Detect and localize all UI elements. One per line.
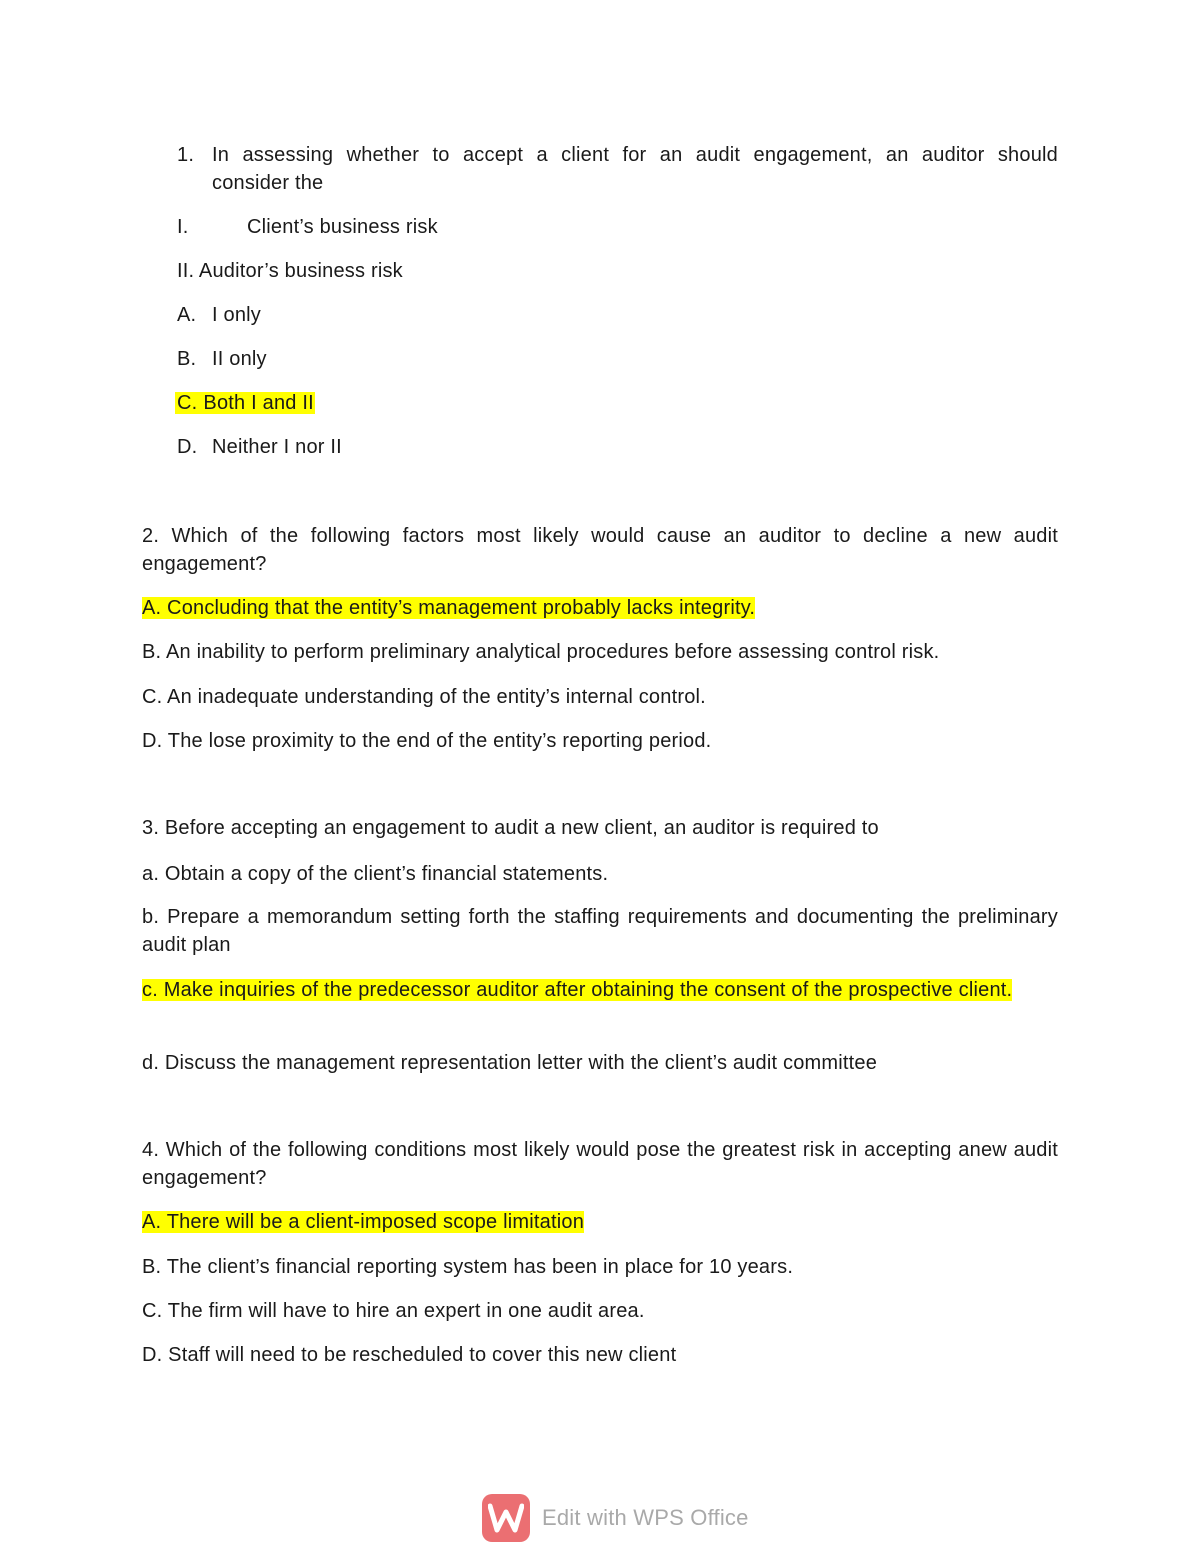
- q4-option-d: D. Staff will need to be rescheduled to cover this new client: [142, 1344, 677, 1366]
- q1-option-a-letter: A.: [177, 304, 197, 326]
- q2-option-b: B. An inability to perform preliminary analytical procedures before assessing control risk.: [142, 641, 940, 663]
- q2-stem: 2. Which of the following factors most likely would cause an auditor to decline a new audit engagement?: [142, 525, 1058, 575]
- q3-stem: 3. Before accepting an engagement to audit a new client, an auditor is required to: [142, 817, 879, 839]
- q1-option-b-text: II only: [212, 348, 267, 370]
- q3-option-b: b. Prepare a memorandum setting forth the staffing requirements and documenting the preliminary audit plan: [142, 906, 1058, 956]
- q1-option-c-highlighted: [175, 389, 315, 417]
- wps-edit-badge[interactable]: [482, 1494, 749, 1542]
- wps-edit-label: Edit with WPS Office: [542, 1505, 749, 1530]
- q1-item2: II. Auditor’s business risk: [177, 260, 403, 282]
- q3-option-c-highlighted: c. Make inquiries of the predecessor auditor after obtaining the consent of the prospective client.: [142, 979, 1013, 1001]
- q2-option-c: C. An inadequate understanding of the entity’s internal control.: [142, 686, 706, 708]
- q4-option-c: C. The firm will have to hire an expert in one audit area.: [142, 1300, 645, 1322]
- q3-option-d: d. Discuss the management representation letter with the client’s audit committee: [142, 1052, 878, 1074]
- q4-option-a-highlighted: A. There will be a client-imposed scope limitation: [142, 1211, 585, 1233]
- q1-item1-number: I.: [177, 216, 189, 238]
- q1-option-c-letter: C.: [175, 392, 203, 414]
- q1-option-d-letter: D.: [177, 436, 198, 458]
- q1-number: 1.: [177, 144, 195, 166]
- q1-stem-line2: consider the: [212, 172, 324, 194]
- q1-option-b-letter: B.: [177, 348, 197, 370]
- q1-option-d-text: Neither I nor II: [212, 436, 342, 458]
- q4-option-b: B. The client’s financial reporting system has been in place for 10 years.: [142, 1256, 794, 1278]
- q2-option-d: D. The lose proximity to the end of the entity’s reporting period.: [142, 730, 712, 752]
- q1-item1-text: Client’s business risk: [247, 216, 438, 238]
- q1-stem-line1: In assessing whether to accept a client for an audit engagement, an auditor should: [212, 144, 1058, 166]
- q3-option-a: a. Obtain a copy of the client’s financial statements.: [142, 863, 609, 885]
- q1-option-a-text: I only: [212, 304, 262, 326]
- q2-option-a-highlighted: A. Concluding that the entity’s management probably lacks integrity.: [142, 597, 756, 619]
- wps-logo-icon: [482, 1494, 530, 1542]
- q1-option-c-text: Both I and II: [203, 392, 314, 414]
- q4-stem: 4. Which of the following conditions most likely would pose the greatest risk in accepting anew audit engagement?: [142, 1139, 1058, 1189]
